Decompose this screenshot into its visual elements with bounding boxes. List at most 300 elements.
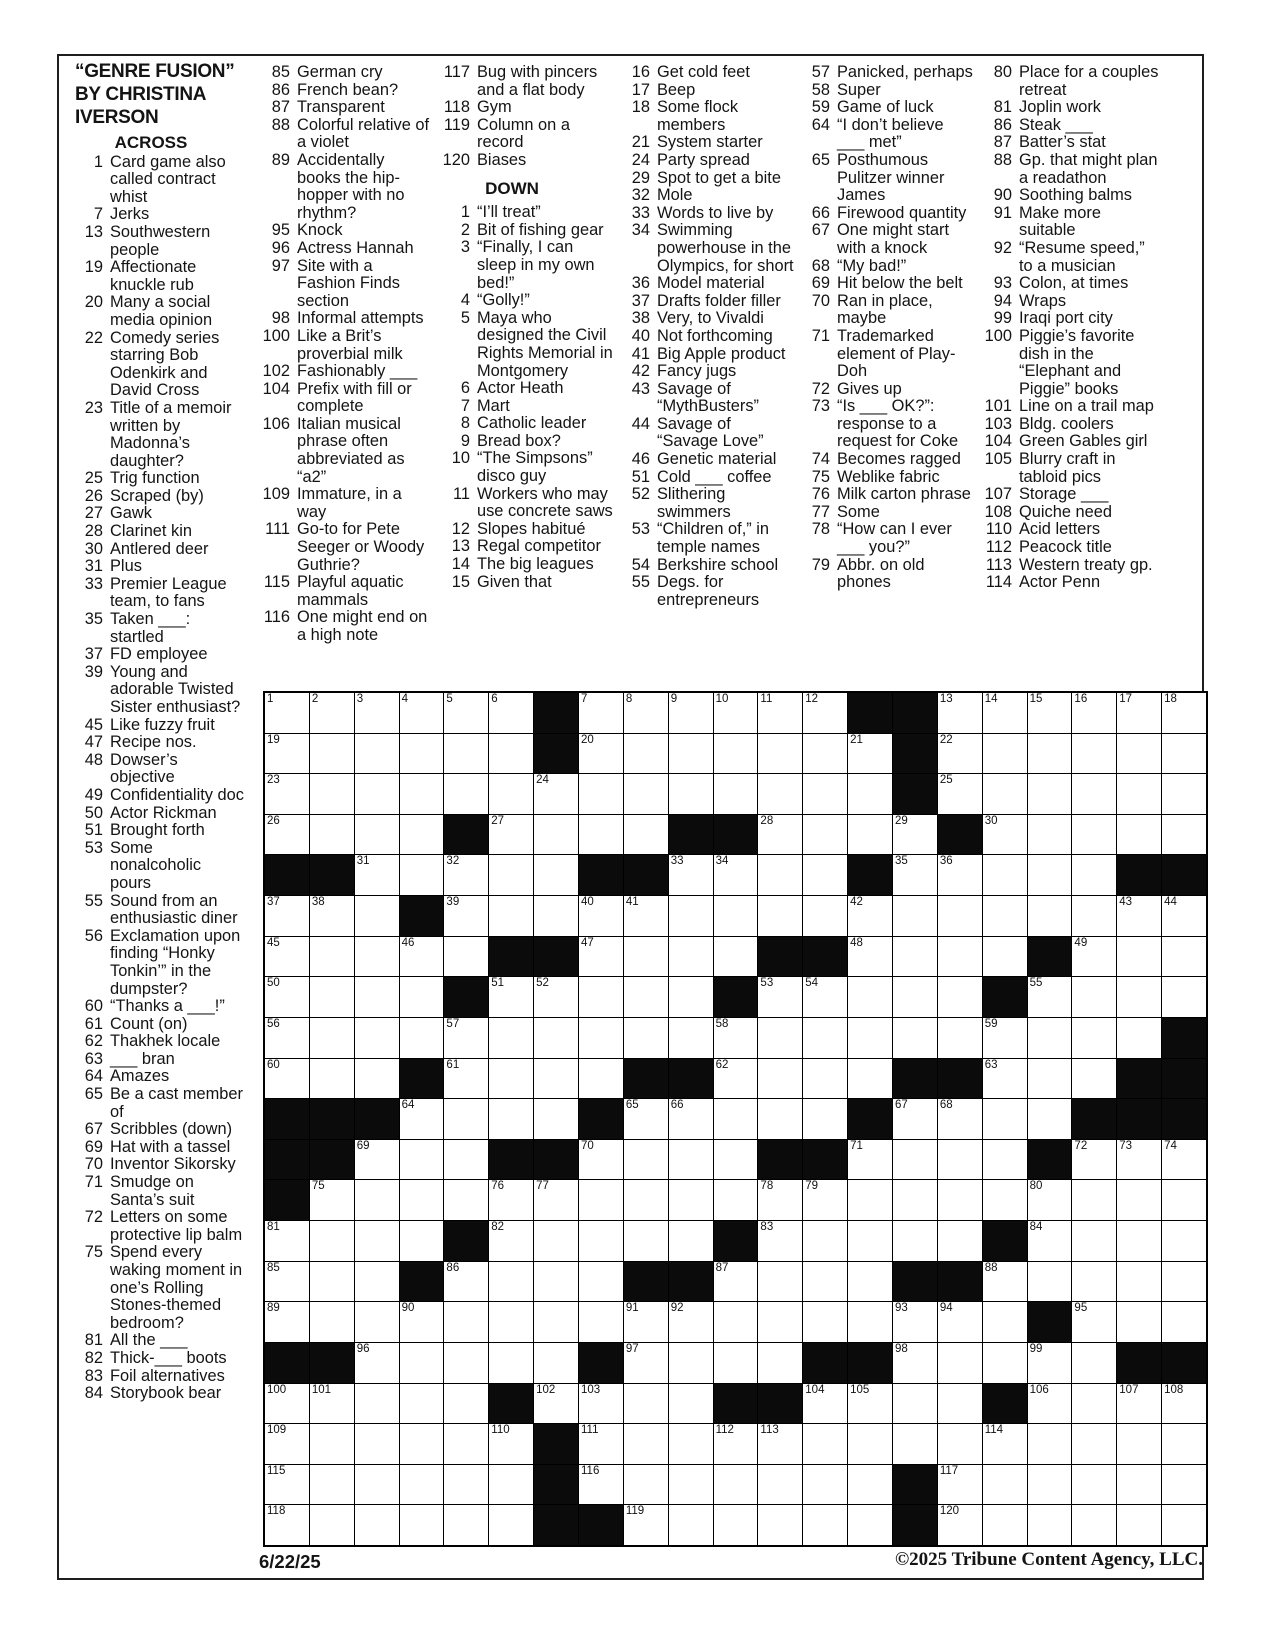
grid-cell[interactable] bbox=[983, 1343, 1027, 1383]
grid-cell[interactable] bbox=[714, 937, 758, 977]
grid-cell[interactable] bbox=[444, 896, 488, 936]
grid-cell[interactable] bbox=[265, 1424, 309, 1464]
grid-cell[interactable] bbox=[1162, 1424, 1206, 1464]
grid-cell[interactable] bbox=[714, 734, 758, 774]
grid-cell[interactable] bbox=[489, 1221, 533, 1261]
grid-cell[interactable] bbox=[579, 1018, 623, 1058]
grid-cell[interactable] bbox=[938, 1384, 982, 1424]
grid-cell[interactable] bbox=[624, 1424, 668, 1464]
grid-cell[interactable] bbox=[848, 1180, 892, 1220]
grid-cell[interactable] bbox=[848, 1140, 892, 1180]
grid-cell[interactable] bbox=[938, 1302, 982, 1342]
grid-cell[interactable] bbox=[579, 1140, 623, 1180]
grid-cell[interactable] bbox=[444, 1262, 488, 1302]
grid-cell[interactable] bbox=[848, 815, 892, 855]
grid-cell[interactable] bbox=[1028, 815, 1072, 855]
grid-cell[interactable] bbox=[310, 815, 354, 855]
grid-cell[interactable] bbox=[893, 896, 937, 936]
grid-cell[interactable] bbox=[579, 937, 623, 977]
grid-cell[interactable] bbox=[355, 1221, 399, 1261]
grid-cell[interactable] bbox=[758, 1505, 802, 1545]
grid-cell[interactable] bbox=[624, 1099, 668, 1139]
grid-cell[interactable] bbox=[400, 1018, 444, 1058]
grid-cell[interactable] bbox=[1072, 1140, 1116, 1180]
grid-cell[interactable] bbox=[848, 977, 892, 1017]
grid-cell[interactable] bbox=[758, 1221, 802, 1261]
grid-cell[interactable] bbox=[624, 1343, 668, 1383]
grid-cell[interactable] bbox=[400, 1424, 444, 1464]
grid-cell[interactable] bbox=[400, 774, 444, 814]
grid-cell[interactable] bbox=[803, 1180, 847, 1220]
grid-cell[interactable] bbox=[1028, 1221, 1072, 1261]
grid-cell[interactable] bbox=[803, 1302, 847, 1342]
grid-cell[interactable] bbox=[1072, 1221, 1116, 1261]
grid-cell[interactable] bbox=[1117, 1465, 1161, 1505]
grid-cell[interactable] bbox=[803, 855, 847, 895]
grid-cell[interactable] bbox=[938, 1018, 982, 1058]
grid-cell[interactable] bbox=[444, 774, 488, 814]
grid-cell[interactable] bbox=[534, 977, 578, 1017]
grid-cell[interactable] bbox=[893, 937, 937, 977]
grid-cell[interactable] bbox=[1072, 1262, 1116, 1302]
grid-cell[interactable] bbox=[444, 1059, 488, 1099]
grid-cell[interactable] bbox=[714, 1424, 758, 1464]
grid-cell[interactable] bbox=[534, 855, 578, 895]
grid-cell[interactable] bbox=[310, 1505, 354, 1545]
grid-cell[interactable] bbox=[803, 1424, 847, 1464]
grid-cell[interactable] bbox=[310, 896, 354, 936]
grid-cell[interactable] bbox=[669, 1018, 713, 1058]
grid-cell[interactable] bbox=[624, 815, 668, 855]
grid-cell[interactable] bbox=[1162, 815, 1206, 855]
grid-cell[interactable] bbox=[534, 896, 578, 936]
grid-cell[interactable] bbox=[714, 855, 758, 895]
grid-cell[interactable] bbox=[848, 937, 892, 977]
grid-cell[interactable] bbox=[938, 734, 982, 774]
grid-cell[interactable] bbox=[624, 1140, 668, 1180]
grid-cell[interactable] bbox=[983, 815, 1027, 855]
grid-cell[interactable] bbox=[1072, 1505, 1116, 1545]
grid-cell[interactable] bbox=[624, 1302, 668, 1342]
grid-cell[interactable] bbox=[355, 1424, 399, 1464]
grid-cell[interactable] bbox=[1117, 693, 1161, 733]
grid-cell[interactable] bbox=[355, 1059, 399, 1099]
grid-cell[interactable] bbox=[624, 977, 668, 1017]
grid-cell[interactable] bbox=[310, 774, 354, 814]
grid-cell[interactable] bbox=[534, 774, 578, 814]
grid-cell[interactable] bbox=[1028, 1262, 1072, 1302]
grid-cell[interactable] bbox=[355, 1505, 399, 1545]
grid-cell[interactable] bbox=[983, 1099, 1027, 1139]
grid-cell[interactable] bbox=[758, 1180, 802, 1220]
grid-cell[interactable] bbox=[265, 1221, 309, 1261]
grid-cell[interactable] bbox=[848, 1302, 892, 1342]
grid-cell[interactable] bbox=[714, 1302, 758, 1342]
grid-cell[interactable] bbox=[803, 1059, 847, 1099]
grid-cell[interactable] bbox=[983, 1505, 1027, 1545]
grid-cell[interactable] bbox=[758, 1302, 802, 1342]
grid-cell[interactable] bbox=[714, 1505, 758, 1545]
grid-cell[interactable] bbox=[579, 896, 623, 936]
grid-cell[interactable] bbox=[1117, 937, 1161, 977]
grid-cell[interactable] bbox=[893, 1221, 937, 1261]
grid-cell[interactable] bbox=[265, 693, 309, 733]
grid-cell[interactable] bbox=[669, 1343, 713, 1383]
grid-cell[interactable] bbox=[669, 734, 713, 774]
grid-cell[interactable] bbox=[400, 734, 444, 774]
grid-cell[interactable] bbox=[758, 977, 802, 1017]
grid-cell[interactable] bbox=[444, 734, 488, 774]
grid-cell[interactable] bbox=[893, 815, 937, 855]
grid-cell[interactable] bbox=[803, 1384, 847, 1424]
grid-cell[interactable] bbox=[1162, 693, 1206, 733]
grid-cell[interactable] bbox=[579, 1302, 623, 1342]
grid-cell[interactable] bbox=[938, 693, 982, 733]
grid-cell[interactable] bbox=[444, 1140, 488, 1180]
grid-cell[interactable] bbox=[1028, 1059, 1072, 1099]
grid-cell[interactable] bbox=[489, 1018, 533, 1058]
grid-cell[interactable] bbox=[803, 977, 847, 1017]
grid-cell[interactable] bbox=[758, 774, 802, 814]
grid-cell[interactable] bbox=[1117, 1140, 1161, 1180]
grid-cell[interactable] bbox=[1117, 734, 1161, 774]
grid-cell[interactable] bbox=[624, 734, 668, 774]
grid-cell[interactable] bbox=[400, 1343, 444, 1383]
grid-cell[interactable] bbox=[265, 1302, 309, 1342]
grid-cell[interactable] bbox=[848, 774, 892, 814]
grid-cell[interactable] bbox=[489, 896, 533, 936]
grid-cell[interactable] bbox=[848, 1384, 892, 1424]
grid-cell[interactable] bbox=[669, 1465, 713, 1505]
grid-cell[interactable] bbox=[534, 815, 578, 855]
grid-cell[interactable] bbox=[1162, 937, 1206, 977]
grid-cell[interactable] bbox=[803, 1099, 847, 1139]
grid-cell[interactable] bbox=[355, 815, 399, 855]
grid-cell[interactable] bbox=[355, 734, 399, 774]
grid-cell[interactable] bbox=[400, 1302, 444, 1342]
grid-cell[interactable] bbox=[400, 1505, 444, 1545]
grid-cell[interactable] bbox=[579, 1384, 623, 1424]
grid-cell[interactable] bbox=[265, 1384, 309, 1424]
grid-cell[interactable] bbox=[265, 734, 309, 774]
grid-cell[interactable] bbox=[1028, 1384, 1072, 1424]
grid-cell[interactable] bbox=[355, 937, 399, 977]
grid-cell[interactable] bbox=[669, 1505, 713, 1545]
grid-cell[interactable] bbox=[714, 1140, 758, 1180]
grid-cell[interactable] bbox=[938, 1424, 982, 1464]
grid-cell[interactable] bbox=[803, 693, 847, 733]
grid-cell[interactable] bbox=[669, 1384, 713, 1424]
grid-cell[interactable] bbox=[579, 1221, 623, 1261]
grid-cell[interactable] bbox=[489, 1262, 533, 1302]
grid-cell[interactable] bbox=[758, 734, 802, 774]
grid-cell[interactable] bbox=[1028, 693, 1072, 733]
grid-cell[interactable] bbox=[400, 1384, 444, 1424]
grid-cell[interactable] bbox=[893, 855, 937, 895]
grid-cell[interactable] bbox=[983, 1465, 1027, 1505]
grid-cell[interactable] bbox=[893, 1384, 937, 1424]
grid-cell[interactable] bbox=[938, 1465, 982, 1505]
grid-cell[interactable] bbox=[758, 1059, 802, 1099]
grid-cell[interactable] bbox=[1117, 1180, 1161, 1220]
grid-cell[interactable] bbox=[893, 1099, 937, 1139]
grid-cell[interactable] bbox=[938, 1180, 982, 1220]
grid-cell[interactable] bbox=[579, 774, 623, 814]
grid-cell[interactable] bbox=[1028, 1465, 1072, 1505]
grid-cell[interactable] bbox=[579, 734, 623, 774]
grid-cell[interactable] bbox=[489, 1302, 533, 1342]
grid-cell[interactable] bbox=[1028, 1424, 1072, 1464]
grid-cell[interactable] bbox=[444, 693, 488, 733]
grid-cell[interactable] bbox=[489, 815, 533, 855]
grid-cell[interactable] bbox=[938, 1099, 982, 1139]
grid-cell[interactable] bbox=[534, 1221, 578, 1261]
grid-cell[interactable] bbox=[1162, 1302, 1206, 1342]
grid-cell[interactable] bbox=[1072, 937, 1116, 977]
grid-cell[interactable] bbox=[758, 815, 802, 855]
grid-cell[interactable] bbox=[758, 855, 802, 895]
grid-cell[interactable] bbox=[1117, 1018, 1161, 1058]
grid-cell[interactable] bbox=[669, 1180, 713, 1220]
grid-cell[interactable] bbox=[444, 1465, 488, 1505]
grid-cell[interactable] bbox=[579, 1059, 623, 1099]
grid-cell[interactable] bbox=[489, 1180, 533, 1220]
grid-cell[interactable] bbox=[1117, 1302, 1161, 1342]
grid-cell[interactable] bbox=[310, 1221, 354, 1261]
grid-cell[interactable] bbox=[1162, 774, 1206, 814]
grid-cell[interactable] bbox=[848, 1059, 892, 1099]
grid-cell[interactable] bbox=[1072, 1018, 1116, 1058]
grid-cell[interactable] bbox=[714, 693, 758, 733]
grid-cell[interactable] bbox=[400, 1465, 444, 1505]
grid-cell[interactable] bbox=[310, 937, 354, 977]
grid-cell[interactable] bbox=[893, 1343, 937, 1383]
grid-cell[interactable] bbox=[758, 1099, 802, 1139]
grid-cell[interactable] bbox=[803, 774, 847, 814]
grid-cell[interactable] bbox=[310, 1424, 354, 1464]
grid-cell[interactable] bbox=[1072, 693, 1116, 733]
grid-cell[interactable] bbox=[803, 1221, 847, 1261]
grid-cell[interactable] bbox=[1028, 1180, 1072, 1220]
grid-cell[interactable] bbox=[669, 693, 713, 733]
grid-cell[interactable] bbox=[669, 855, 713, 895]
grid-cell[interactable] bbox=[265, 896, 309, 936]
grid-cell[interactable] bbox=[803, 815, 847, 855]
grid-cell[interactable] bbox=[848, 1221, 892, 1261]
grid-cell[interactable] bbox=[489, 1465, 533, 1505]
grid-cell[interactable] bbox=[310, 1059, 354, 1099]
grid-cell[interactable] bbox=[400, 1221, 444, 1261]
grid-cell[interactable] bbox=[1072, 1465, 1116, 1505]
grid-cell[interactable] bbox=[1072, 896, 1116, 936]
grid-cell[interactable] bbox=[310, 1302, 354, 1342]
grid-cell[interactable] bbox=[444, 1099, 488, 1139]
grid-cell[interactable] bbox=[624, 896, 668, 936]
grid-cell[interactable] bbox=[355, 774, 399, 814]
grid-cell[interactable] bbox=[893, 1018, 937, 1058]
grid-cell[interactable] bbox=[758, 1424, 802, 1464]
grid-cell[interactable] bbox=[848, 1262, 892, 1302]
grid-cell[interactable] bbox=[1028, 734, 1072, 774]
grid-cell[interactable] bbox=[489, 774, 533, 814]
grid-cell[interactable] bbox=[534, 1343, 578, 1383]
grid-cell[interactable] bbox=[938, 1140, 982, 1180]
grid-cell[interactable] bbox=[938, 774, 982, 814]
grid-cell[interactable] bbox=[938, 1221, 982, 1261]
grid-cell[interactable] bbox=[444, 1302, 488, 1342]
grid-cell[interactable] bbox=[893, 1302, 937, 1342]
grid-cell[interactable] bbox=[489, 977, 533, 1017]
grid-cell[interactable] bbox=[1028, 1099, 1072, 1139]
grid-cell[interactable] bbox=[624, 1221, 668, 1261]
grid-cell[interactable] bbox=[489, 1424, 533, 1464]
grid-cell[interactable] bbox=[1028, 977, 1072, 1017]
grid-cell[interactable] bbox=[624, 937, 668, 977]
grid-cell[interactable] bbox=[265, 774, 309, 814]
grid-cell[interactable] bbox=[983, 1018, 1027, 1058]
grid-cell[interactable] bbox=[400, 855, 444, 895]
grid-cell[interactable] bbox=[400, 937, 444, 977]
grid-cell[interactable] bbox=[803, 1465, 847, 1505]
grid-cell[interactable] bbox=[983, 855, 1027, 895]
grid-cell[interactable] bbox=[310, 1384, 354, 1424]
grid-cell[interactable] bbox=[400, 693, 444, 733]
grid-cell[interactable] bbox=[400, 1099, 444, 1139]
grid-cell[interactable] bbox=[1028, 774, 1072, 814]
grid-cell[interactable] bbox=[579, 1424, 623, 1464]
grid-cell[interactable] bbox=[848, 1424, 892, 1464]
grid-cell[interactable] bbox=[400, 977, 444, 1017]
grid-cell[interactable] bbox=[355, 1018, 399, 1058]
grid-cell[interactable] bbox=[983, 1180, 1027, 1220]
grid-cell[interactable] bbox=[489, 734, 533, 774]
grid-cell[interactable] bbox=[714, 1018, 758, 1058]
grid-cell[interactable] bbox=[1117, 896, 1161, 936]
grid-cell[interactable] bbox=[355, 896, 399, 936]
grid-cell[interactable] bbox=[669, 1302, 713, 1342]
grid-cell[interactable] bbox=[624, 693, 668, 733]
grid-cell[interactable] bbox=[714, 896, 758, 936]
grid-cell[interactable] bbox=[714, 1343, 758, 1383]
grid-cell[interactable] bbox=[758, 896, 802, 936]
grid-cell[interactable] bbox=[579, 815, 623, 855]
grid-cell[interactable] bbox=[534, 1302, 578, 1342]
grid-cell[interactable] bbox=[1162, 734, 1206, 774]
grid-cell[interactable] bbox=[355, 693, 399, 733]
grid-cell[interactable] bbox=[355, 1465, 399, 1505]
grid-cell[interactable] bbox=[983, 734, 1027, 774]
grid-cell[interactable] bbox=[579, 693, 623, 733]
grid-cell[interactable] bbox=[1162, 1262, 1206, 1302]
grid-cell[interactable] bbox=[310, 1465, 354, 1505]
grid-cell[interactable] bbox=[579, 1465, 623, 1505]
grid-cell[interactable] bbox=[265, 1059, 309, 1099]
grid-cell[interactable] bbox=[758, 1343, 802, 1383]
grid-cell[interactable] bbox=[579, 1262, 623, 1302]
grid-cell[interactable] bbox=[669, 1424, 713, 1464]
grid-cell[interactable] bbox=[534, 1262, 578, 1302]
grid-cell[interactable] bbox=[1162, 1140, 1206, 1180]
grid-cell[interactable] bbox=[489, 1343, 533, 1383]
grid-cell[interactable] bbox=[355, 1384, 399, 1424]
grid-cell[interactable] bbox=[310, 977, 354, 1017]
grid-cell[interactable] bbox=[669, 1221, 713, 1261]
grid-cell[interactable] bbox=[758, 693, 802, 733]
grid-cell[interactable] bbox=[489, 1099, 533, 1139]
grid-cell[interactable] bbox=[489, 855, 533, 895]
grid-cell[interactable] bbox=[803, 734, 847, 774]
grid-cell[interactable] bbox=[1072, 1059, 1116, 1099]
grid-cell[interactable] bbox=[624, 1465, 668, 1505]
grid-cell[interactable] bbox=[310, 734, 354, 774]
grid-cell[interactable] bbox=[534, 1018, 578, 1058]
grid-cell[interactable] bbox=[938, 977, 982, 1017]
grid-cell[interactable] bbox=[983, 1140, 1027, 1180]
grid-cell[interactable] bbox=[534, 1384, 578, 1424]
grid-cell[interactable] bbox=[624, 774, 668, 814]
grid-cell[interactable] bbox=[1072, 815, 1116, 855]
grid-cell[interactable] bbox=[714, 1465, 758, 1505]
grid-cell[interactable] bbox=[444, 937, 488, 977]
grid-cell[interactable] bbox=[1028, 1505, 1072, 1545]
grid-cell[interactable] bbox=[265, 937, 309, 977]
grid-cell[interactable] bbox=[489, 693, 533, 733]
grid-cell[interactable] bbox=[938, 937, 982, 977]
grid-cell[interactable] bbox=[848, 734, 892, 774]
grid-cell[interactable] bbox=[803, 1018, 847, 1058]
grid-cell[interactable] bbox=[1028, 1018, 1072, 1058]
grid-cell[interactable] bbox=[983, 1262, 1027, 1302]
grid-cell[interactable] bbox=[624, 1180, 668, 1220]
grid-cell[interactable] bbox=[355, 855, 399, 895]
grid-cell[interactable] bbox=[1072, 1384, 1116, 1424]
grid-cell[interactable] bbox=[714, 774, 758, 814]
grid-cell[interactable] bbox=[444, 1505, 488, 1545]
grid-cell[interactable] bbox=[1162, 1221, 1206, 1261]
grid-cell[interactable] bbox=[669, 977, 713, 1017]
grid-cell[interactable] bbox=[983, 1302, 1027, 1342]
grid-cell[interactable] bbox=[893, 977, 937, 1017]
grid-cell[interactable] bbox=[893, 1424, 937, 1464]
grid-cell[interactable] bbox=[1162, 977, 1206, 1017]
grid-cell[interactable] bbox=[400, 1140, 444, 1180]
grid-cell[interactable] bbox=[848, 1018, 892, 1058]
grid-cell[interactable] bbox=[400, 815, 444, 855]
grid-cell[interactable] bbox=[534, 1099, 578, 1139]
grid-cell[interactable] bbox=[1162, 1180, 1206, 1220]
grid-cell[interactable] bbox=[848, 896, 892, 936]
grid-cell[interactable] bbox=[1162, 1465, 1206, 1505]
grid-cell[interactable] bbox=[1072, 1343, 1116, 1383]
grid-cell[interactable] bbox=[803, 896, 847, 936]
grid-cell[interactable] bbox=[983, 774, 1027, 814]
grid-cell[interactable] bbox=[265, 1465, 309, 1505]
grid-cell[interactable] bbox=[310, 1018, 354, 1058]
grid-cell[interactable] bbox=[624, 1384, 668, 1424]
grid-cell[interactable] bbox=[714, 1059, 758, 1099]
grid-cell[interactable] bbox=[624, 1018, 668, 1058]
grid-cell[interactable] bbox=[579, 1180, 623, 1220]
grid-cell[interactable] bbox=[669, 1099, 713, 1139]
grid-cell[interactable] bbox=[1117, 1505, 1161, 1545]
grid-cell[interactable] bbox=[983, 693, 1027, 733]
grid-cell[interactable] bbox=[758, 1018, 802, 1058]
grid-cell[interactable] bbox=[893, 1180, 937, 1220]
grid-cell[interactable] bbox=[714, 1180, 758, 1220]
grid-cell[interactable] bbox=[624, 1505, 668, 1545]
grid-cell[interactable] bbox=[848, 1505, 892, 1545]
grid-cell[interactable] bbox=[1072, 1424, 1116, 1464]
